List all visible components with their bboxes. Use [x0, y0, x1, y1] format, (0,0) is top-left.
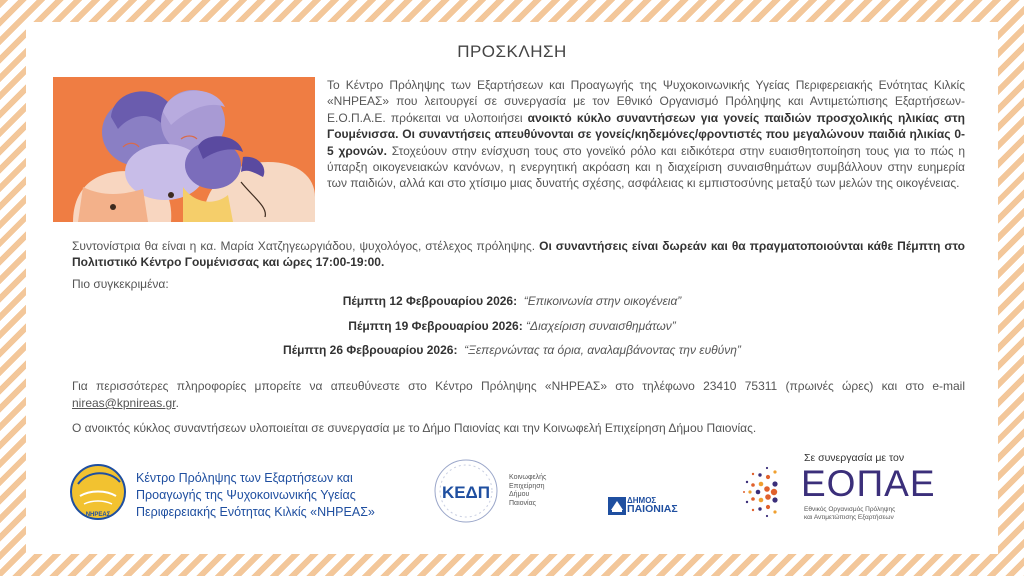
meeting-topic: “Ξεπερνώντας τα όρια, αναλαμβάνοντας την ευθύνη” [464, 343, 741, 357]
cooperation-note: Ο ανοικτός κύκλος συναντήσεων υλοποιείται σε συνεργασία με το Δήμο Παιονίας και την Κοινωφελή Επιχείρηση Δήμου Παιονίας. [72, 421, 757, 435]
dimos-paionias-name [627, 496, 678, 514]
coordinator-text: Συντονίστρια θα είναι η κα. Μαρία Χατζηγεωργιάδου, ψυχολόγος, στέλεχος πρόληψης. [72, 239, 540, 253]
kedp-line: Επιχείρηση [509, 482, 545, 490]
epae-wordmark: ΕΟΠΑΕ [801, 463, 936, 504]
meeting-date: Πέμπτη 19 Φεβρουαρίου 2026: [348, 319, 523, 333]
more-specific-label: Πιο συγκεκριμένα: [72, 277, 169, 291]
meeting-item [26, 319, 998, 333]
email-link[interactable]: nireas@kpnireas.gr [72, 396, 176, 410]
nhreas-line: Περιφερειακής Ενότητας Κιλκίς «ΝΗΡΕΑΣ» [136, 505, 375, 519]
epae-dots-logo [740, 462, 798, 522]
nhreas-name [136, 470, 436, 521]
nhreas-line: Προαγωγής της Ψυχοκοινωνικής Υγείας [136, 488, 356, 502]
meeting-item [26, 294, 998, 308]
coordinator-bold-text: Οι συναντήσεις είναι δωρεάν και θα πραγματοποιούνται κάθε Πέμπτη στο Πολιτιστικό Κέντρο Γουμένισσας και ώρες 17:00-19:00. [72, 239, 965, 270]
dimos-emblem-icon [608, 497, 626, 515]
nhreas-badge-text: ΝΗΡΕΑΣ [85, 512, 111, 518]
intro-text-1: Το Κέντρο Πρόληψης των Εξαρτήσεων και Προαγωγής της Ψυχοκοινωνικής Υγείας Περιφερειακής Ενότητας Κιλκίς «ΝΗΡΕΑΣ» που λειτουργεί σε συνεργασία με τον Εθνικό Οργανισμό Πρόληψης και Αντιμετώπισης Εξαρτήσεων-Ε.Ο.Π.Α.Ε. πρόκειται να υλοποιήσει [327, 78, 965, 125]
meeting-date: Πέμπτη 12 Φεβρουαρίου 2026: [342, 294, 518, 308]
epae-full-name [804, 506, 895, 522]
page-title: ΠΡΟΣΚΛΗΣΗ [457, 42, 567, 61]
intro-bold-text: ανοικτό κύκλο συναντήσεων για γονείς παιδιών προσχολικής ηλικίας στη Γουμένισσα. Οι συναντήσεις απευθύνονται σε γονείς/κηδεμόνες/φροντιστές που μεγαλώνουν παιδιά ηλικίας 0-5 χρονών. [327, 110, 965, 158]
contact-text: Για περισσότερες πληροφορίες μπορείτε να απευθύνεστε στο Κέντρο Πρόληψης «ΝΗΡΕΑΣ» στο τηλέφωνο 23410 75311 (πρωινές ώρες) και στο e-mail [72, 379, 965, 393]
kedp-line: Κοινωφελής [509, 474, 547, 481]
intro-paragraph [327, 77, 965, 192]
family-hug-illustration [53, 77, 315, 222]
contact-paragraph [72, 378, 965, 412]
kedp-line: Παιονίας [509, 499, 537, 507]
epae-line: Εθνικός Οργανισμός Πρόληψης [804, 506, 896, 513]
kedp-line: Δήμου [509, 491, 530, 498]
coordinator-paragraph [72, 238, 965, 271]
dimos-small-label: ΔΗΜΟΣ [627, 496, 657, 505]
cooperation-label: Σε συνεργασία με τον [804, 452, 905, 464]
epae-line: και Αντιμετώπισης Εξαρτήσεων [804, 514, 894, 521]
meeting-item [26, 343, 998, 357]
invitation-card [26, 22, 998, 554]
nhreas-logo [66, 462, 134, 522]
meeting-date: Πέμπτη 26 Φεβρουαρίου 2026: [283, 343, 458, 357]
kedp-mark: ΚΕΔΠ [441, 483, 491, 502]
kedp-logo [433, 458, 499, 524]
contact-end: . [175, 396, 179, 410]
kedp-name [509, 474, 546, 508]
nhreas-line: Κέντρο Πρόληψης των Εξαρτήσεων και [136, 471, 353, 485]
dimos-big-label: ΠΑΙΟΝΙΑΣ [627, 503, 678, 515]
meeting-topic: “Επικοινωνία στην οικογένεια” [523, 294, 682, 308]
meeting-topic: “Διαχείριση συναισθημάτων” [526, 319, 676, 333]
intro-text-2: Στοχεύουν στην ενίσχυση τους στο γονεϊκό ρόλο και ειδικότερα στην ευαισθητοποίηση τους για το πώς η ύπαρξη οικογενειακών κανόνων, η ενεργητική ακρόαση και η διαχείριση συναισθημάτων συμβάλλουν στην ευημερία των παιδιών, αλλά και στο χτίσιμο μιας δυνατής σχέσης, ασφάλειας κι εμπιστοσύνης μεταξύ των μελών της οικογένειας. [327, 143, 965, 191]
